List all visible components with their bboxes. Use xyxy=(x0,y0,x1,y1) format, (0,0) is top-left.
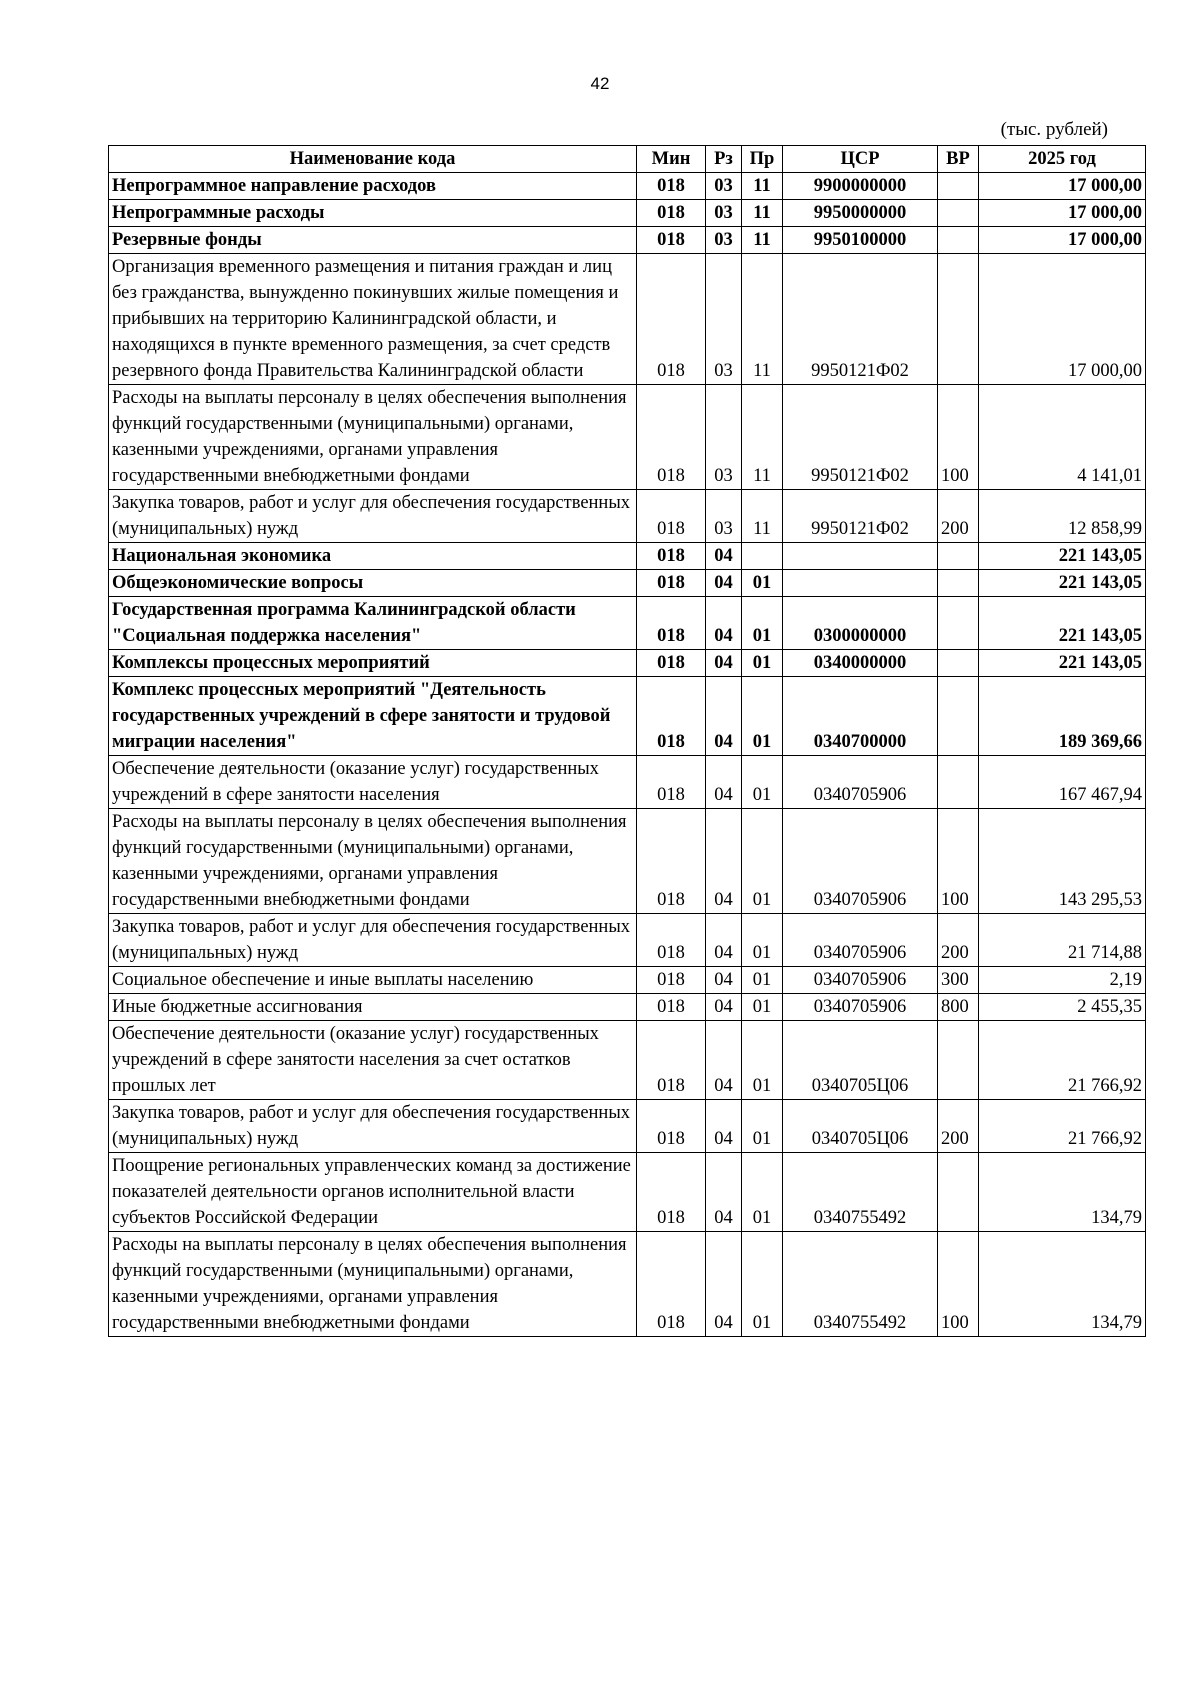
row-vr xyxy=(938,650,979,677)
row-amount: 221 143,05 xyxy=(979,597,1146,650)
row-pr: 11 xyxy=(742,173,783,200)
row-vr xyxy=(938,254,979,385)
row-pr: 01 xyxy=(742,1021,783,1100)
row-csr: 0340705906 xyxy=(783,914,938,967)
row-min: 018 xyxy=(637,1232,706,1337)
row-min: 018 xyxy=(637,490,706,543)
table-row xyxy=(109,650,1146,677)
row-amount: 189 369,66 xyxy=(979,677,1146,756)
row-pr: 01 xyxy=(742,1153,783,1232)
row-min: 018 xyxy=(637,1153,706,1232)
table-row xyxy=(109,756,1146,809)
row-name: Обеспечение деятельности (оказание услуг) государственных учреждений в сфере занятости населения xyxy=(109,756,637,809)
row-amount: 2,19 xyxy=(979,967,1146,994)
row-min: 018 xyxy=(637,543,706,570)
row-pr: 01 xyxy=(742,756,783,809)
row-csr: 0340755492 xyxy=(783,1153,938,1232)
table-row xyxy=(109,1021,1146,1100)
row-name: Национальная экономика xyxy=(109,543,637,570)
row-csr: 9950100000 xyxy=(783,227,938,254)
units-label: (тыс. рублей) xyxy=(1000,119,1108,140)
row-vr xyxy=(938,677,979,756)
row-csr: 0340705906 xyxy=(783,756,938,809)
row-pr: 11 xyxy=(742,385,783,490)
table-row xyxy=(109,490,1146,543)
row-csr: 9950121Ф02 xyxy=(783,254,938,385)
row-amount: 2 455,35 xyxy=(979,994,1146,1021)
row-vr xyxy=(938,1153,979,1232)
row-name: Закупка товаров, работ и услуг для обеспечения государственных (муниципальных) нужд xyxy=(109,914,637,967)
row-rz: 04 xyxy=(706,1100,742,1153)
row-csr: 0340700000 xyxy=(783,677,938,756)
row-vr: 100 xyxy=(938,385,979,490)
row-pr: 01 xyxy=(742,994,783,1021)
table-row xyxy=(109,570,1146,597)
table-row xyxy=(109,597,1146,650)
row-vr: 800 xyxy=(938,994,979,1021)
row-amount: 221 143,05 xyxy=(979,650,1146,677)
row-name: Комплекс процессных мероприятий "Деятельность государственных учреждений в сфере занятости и трудовой миграции населения" xyxy=(109,677,637,756)
row-rz: 03 xyxy=(706,490,742,543)
header-pr: Пр xyxy=(742,146,783,173)
header-name: Наименование кода xyxy=(109,146,637,173)
row-pr: 01 xyxy=(742,570,783,597)
row-amount: 221 143,05 xyxy=(979,543,1146,570)
row-amount: 143 295,53 xyxy=(979,809,1146,914)
row-rz: 04 xyxy=(706,914,742,967)
budget-table xyxy=(108,145,1146,1337)
row-vr: 300 xyxy=(938,967,979,994)
row-name: Резервные фонды xyxy=(109,227,637,254)
row-rz: 03 xyxy=(706,200,742,227)
row-name: Расходы на выплаты персоналу в целях обеспечения выполнения функций государственными (муниципальными) органами, казенными учреждениями, органами управления государственными внебюджетными фондами xyxy=(109,385,637,490)
row-csr xyxy=(783,570,938,597)
page-number: 42 xyxy=(590,74,610,93)
row-min: 018 xyxy=(637,570,706,597)
row-csr: 0340000000 xyxy=(783,650,938,677)
row-rz: 04 xyxy=(706,1153,742,1232)
row-name: Государственная программа Калининградской области "Социальная поддержка населения" xyxy=(109,597,637,650)
table-row xyxy=(109,809,1146,914)
row-vr xyxy=(938,597,979,650)
row-min: 018 xyxy=(637,173,706,200)
table-row xyxy=(109,543,1146,570)
row-vr: 200 xyxy=(938,490,979,543)
row-amount: 134,79 xyxy=(979,1153,1146,1232)
row-min: 018 xyxy=(637,385,706,490)
row-rz: 03 xyxy=(706,173,742,200)
row-csr: 0340705906 xyxy=(783,967,938,994)
table-row xyxy=(109,200,1146,227)
row-name: Непрограммное направление расходов xyxy=(109,173,637,200)
row-pr: 01 xyxy=(742,1232,783,1337)
row-pr: 01 xyxy=(742,1100,783,1153)
row-rz: 04 xyxy=(706,597,742,650)
row-vr xyxy=(938,756,979,809)
row-amount: 17 000,00 xyxy=(979,227,1146,254)
row-min: 018 xyxy=(637,677,706,756)
table-row xyxy=(109,1232,1146,1337)
row-vr: 100 xyxy=(938,809,979,914)
row-name: Организация временного размещения и питания граждан и лиц без гражданства, вынужденно покинувших жилые помещения и прибывших на территорию Калининградской области, и находящихся в пункте временного размещения, за счет средств резервного фонда Правительства Калининградской области xyxy=(109,254,637,385)
row-rz: 04 xyxy=(706,756,742,809)
row-vr xyxy=(938,543,979,570)
row-pr: 01 xyxy=(742,914,783,967)
row-vr: 200 xyxy=(938,914,979,967)
row-rz: 04 xyxy=(706,809,742,914)
row-csr: 0340705906 xyxy=(783,994,938,1021)
row-pr: 11 xyxy=(742,254,783,385)
table-row xyxy=(109,227,1146,254)
row-rz: 03 xyxy=(706,254,742,385)
table-row xyxy=(109,254,1146,385)
row-amount: 12 858,99 xyxy=(979,490,1146,543)
row-amount: 17 000,00 xyxy=(979,200,1146,227)
table-row xyxy=(109,1153,1146,1232)
row-rz: 04 xyxy=(706,967,742,994)
row-name: Расходы на выплаты персоналу в целях обеспечения выполнения функций государственными (муниципальными) органами, казенными учреждениями, органами управления государственными внебюджетными фондами xyxy=(109,1232,637,1337)
row-pr: 01 xyxy=(742,809,783,914)
row-pr: 01 xyxy=(742,967,783,994)
row-vr xyxy=(938,227,979,254)
row-csr: 0340705Ц06 xyxy=(783,1100,938,1153)
table-row xyxy=(109,914,1146,967)
row-csr: 0340755492 xyxy=(783,1232,938,1337)
row-name: Непрограммные расходы xyxy=(109,200,637,227)
row-rz: 04 xyxy=(706,1021,742,1100)
row-vr xyxy=(938,1021,979,1100)
row-vr xyxy=(938,173,979,200)
table-header-row xyxy=(109,146,1146,173)
row-pr: 01 xyxy=(742,650,783,677)
table-row xyxy=(109,994,1146,1021)
row-name: Общеэкономические вопросы xyxy=(109,570,637,597)
row-amount: 21 714,88 xyxy=(979,914,1146,967)
row-vr xyxy=(938,200,979,227)
row-min: 018 xyxy=(637,1021,706,1100)
row-amount: 4 141,01 xyxy=(979,385,1146,490)
row-name: Иные бюджетные ассигнования xyxy=(109,994,637,1021)
row-rz: 03 xyxy=(706,385,742,490)
header-vr: ВР xyxy=(938,146,979,173)
header-amount: 2025 год xyxy=(979,146,1146,173)
row-min: 018 xyxy=(637,809,706,914)
row-min: 018 xyxy=(637,1100,706,1153)
row-min: 018 xyxy=(637,227,706,254)
row-name: Закупка товаров, работ и услуг для обеспечения государственных (муниципальных) нужд xyxy=(109,490,637,543)
row-vr: 100 xyxy=(938,1232,979,1337)
row-csr: 0340705906 xyxy=(783,809,938,914)
row-min: 018 xyxy=(637,756,706,809)
row-name: Социальное обеспечение и иные выплаты населению xyxy=(109,967,637,994)
row-csr: 0340705Ц06 xyxy=(783,1021,938,1100)
row-csr: 9900000000 xyxy=(783,173,938,200)
row-amount: 17 000,00 xyxy=(979,173,1146,200)
row-rz: 03 xyxy=(706,227,742,254)
row-name: Закупка товаров, работ и услуг для обеспечения государственных (муниципальных) нужд xyxy=(109,1100,637,1153)
row-rz: 04 xyxy=(706,650,742,677)
row-csr: 9950121Ф02 xyxy=(783,385,938,490)
row-csr xyxy=(783,543,938,570)
row-vr xyxy=(938,570,979,597)
row-name: Комплексы процессных мероприятий xyxy=(109,650,637,677)
row-rz: 04 xyxy=(706,994,742,1021)
row-amount: 167 467,94 xyxy=(979,756,1146,809)
row-csr: 0300000000 xyxy=(783,597,938,650)
row-min: 018 xyxy=(637,200,706,227)
row-pr: 01 xyxy=(742,597,783,650)
row-min: 018 xyxy=(637,650,706,677)
table-row xyxy=(109,967,1146,994)
table-row xyxy=(109,1100,1146,1153)
row-amount: 21 766,92 xyxy=(979,1100,1146,1153)
row-vr: 200 xyxy=(938,1100,979,1153)
row-rz: 04 xyxy=(706,570,742,597)
row-min: 018 xyxy=(637,254,706,385)
row-rz: 04 xyxy=(706,543,742,570)
row-name: Расходы на выплаты персоналу в целях обеспечения выполнения функций государственными (муниципальными) органами, казенными учреждениями, органами управления государственными внебюджетными фондами xyxy=(109,809,637,914)
row-min: 018 xyxy=(637,967,706,994)
table-row xyxy=(109,677,1146,756)
row-name: Обеспечение деятельности (оказание услуг) государственных учреждений в сфере занятости населения за счет остатков прошлых лет xyxy=(109,1021,637,1100)
header-rz: Рз xyxy=(706,146,742,173)
row-min: 018 xyxy=(637,597,706,650)
row-pr: 11 xyxy=(742,227,783,254)
row-csr: 9950121Ф02 xyxy=(783,490,938,543)
row-name: Поощрение региональных управленческих команд за достижение показателей деятельности органов исполнительной власти субъектов Российской Федерации xyxy=(109,1153,637,1232)
header-min: Мин xyxy=(637,146,706,173)
row-rz: 04 xyxy=(706,677,742,756)
row-pr: 01 xyxy=(742,677,783,756)
row-pr: 11 xyxy=(742,490,783,543)
header-csr: ЦСР xyxy=(783,146,938,173)
table-row xyxy=(109,173,1146,200)
row-amount: 221 143,05 xyxy=(979,570,1146,597)
row-min: 018 xyxy=(637,994,706,1021)
row-csr: 9950000000 xyxy=(783,200,938,227)
row-amount: 21 766,92 xyxy=(979,1021,1146,1100)
row-rz: 04 xyxy=(706,1232,742,1337)
row-pr: 11 xyxy=(742,200,783,227)
row-min: 018 xyxy=(637,914,706,967)
table-row xyxy=(109,385,1146,490)
row-amount: 134,79 xyxy=(979,1232,1146,1337)
row-pr xyxy=(742,543,783,570)
row-amount: 17 000,00 xyxy=(979,254,1146,385)
